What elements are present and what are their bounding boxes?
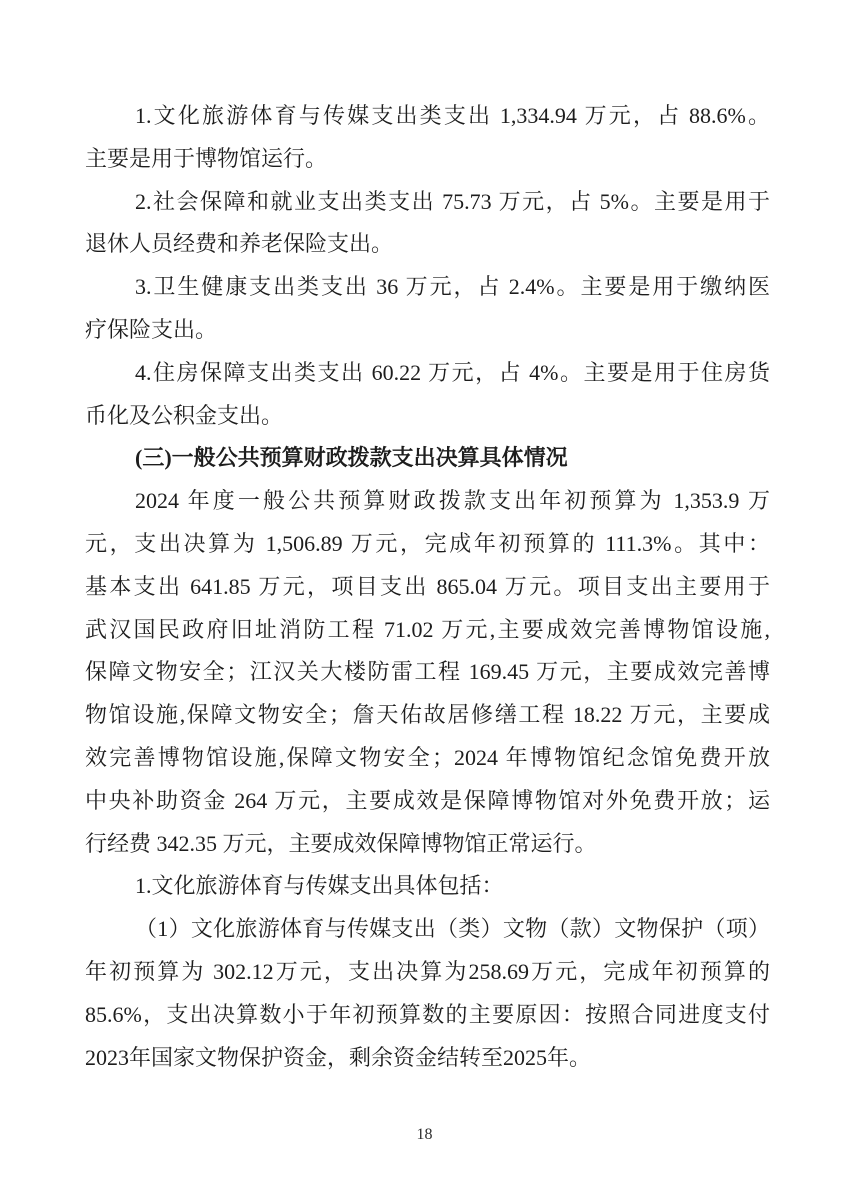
page-number: 18: [416, 1126, 433, 1143]
paragraph-line: 3.卫生健康支出类支出 36 万元，占 2.4%。主要是用于缴纳医: [135, 274, 770, 300]
paragraph-line: 武汉国民政府旧址消防工程 71.02 万元,主要成效完善博物馆设施,: [85, 616, 770, 642]
paragraph-line: 2024 年度一般公共预算财政拨款支出年初预算为 1,353.9 万: [135, 488, 770, 514]
paragraph-line: 2023年国家文物保护资金，剩余资金结转至2025年。: [85, 1044, 592, 1070]
document-body: [85, 95, 770, 1079]
paragraph-line: 保障文物安全；江汉关大楼防雷工程 169.45 万元，主要成效完善博: [85, 659, 770, 685]
paragraph-line: 物馆设施,保障文物安全；詹天佑故居修缮工程 18.22 万元，主要成: [85, 702, 770, 728]
paragraph-line: 2.社会保障和就业支出类支出 75.73 万元，占 5%。主要是用于: [135, 188, 770, 214]
paragraph-line: 效完善博物馆设施,保障文物安全；2024 年博物馆纪念馆免费开放: [85, 744, 770, 770]
paragraph-line: 疗保险支出。: [85, 316, 218, 342]
paragraph-line: 85.6%，支出决算数小于年初预算数的主要原因：按照合同进度支付: [85, 1001, 770, 1027]
paragraph-line: 退休人员经费和养老保险支出。: [85, 231, 394, 257]
section-heading: (三)一般公共预算财政拨款支出决算具体情况: [135, 445, 568, 471]
paragraph-line: 币化及公积金支出。: [85, 402, 284, 428]
paragraph-line: 主要是用于博物馆运行。: [85, 145, 328, 171]
paragraph-line: 元，支出决算为 1,506.89 万元，完成年初预算的 111.3%。其中：: [85, 530, 770, 556]
paragraph-line: 4.住房保障支出类支出 60.22 万元，占 4%。主要是用于住房货: [135, 359, 770, 385]
paragraph-line: 中央补助资金 264 万元，主要成效是保障博物馆对外免费开放；运: [85, 787, 770, 813]
paragraph-line: 行经费 342.35 万元，主要成效保障博物馆正常运行。: [85, 830, 597, 856]
paragraph-line: 年初预算为 302.12万元，支出决算为258.69万元，完成年初预算的: [85, 958, 770, 984]
paragraph-line: 1.文化旅游体育与传媒支出具体包括：: [135, 873, 504, 899]
paragraph-line: 1.文化旅游体育与传媒支出类支出 1,334.94 万元，占 88.6%。: [135, 103, 770, 128]
paragraph-line: 基本支出 641.85 万元，项目支出 865.04 万元。项目支出主要用于: [85, 573, 770, 599]
paragraph-line: （1）文化旅游体育与传媒支出（类）文物（款）文物保护（项）: [135, 916, 770, 942]
